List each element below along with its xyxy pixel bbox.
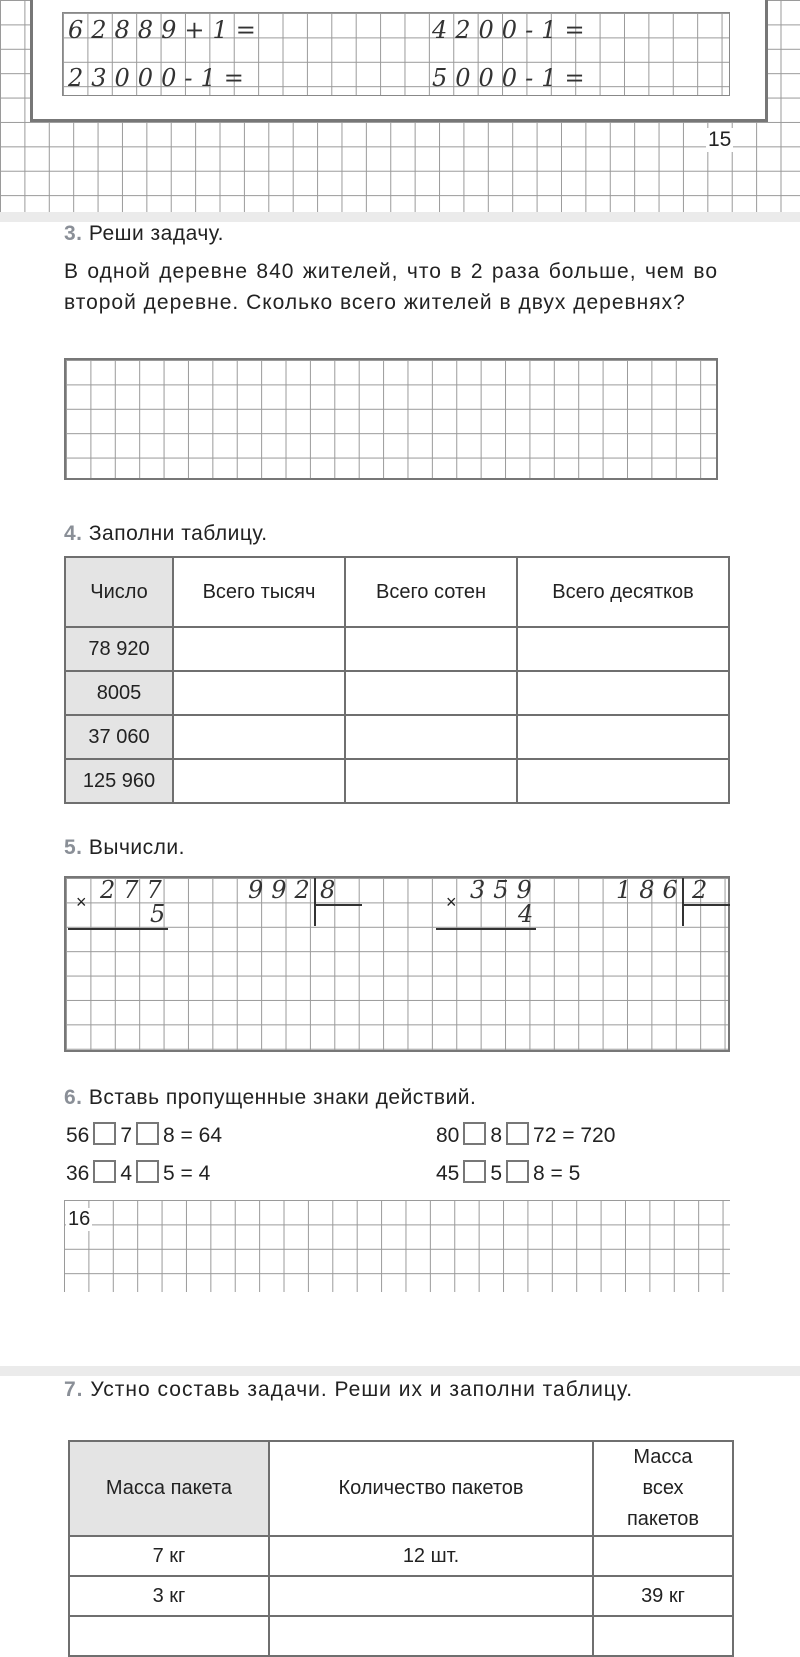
mult2-top: 359 — [470, 876, 540, 904]
div1-dividend: 992 — [248, 876, 318, 904]
answer-cell[interactable] — [345, 715, 517, 759]
operator-box[interactable] — [93, 1122, 116, 1145]
answer-cell[interactable] — [269, 1616, 593, 1656]
answer-cell[interactable] — [517, 759, 729, 803]
task4-header-number: Число — [65, 557, 173, 627]
div1-bracket-line — [314, 904, 362, 906]
expr-operand: 8 — [490, 1124, 503, 1147]
task7-cell: 12 шт. — [269, 1536, 593, 1576]
task4-table — [64, 556, 730, 804]
expr-result: 72 = 720 — [533, 1124, 616, 1147]
expr-operand: 45 — [436, 1162, 460, 1185]
answer-cell[interactable] — [269, 1576, 593, 1616]
expr-operand: 56 — [66, 1124, 90, 1147]
task3-text: В одной деревне 840 жителей, что в 2 раза больше, чем во второй деревне. Сколько всего жителей в двух деревнях? — [64, 260, 718, 314]
task7-cell: 3 кг — [69, 1576, 269, 1616]
task6-bottom-grid — [64, 1200, 730, 1292]
table-row — [65, 759, 729, 803]
table-row — [69, 1536, 733, 1576]
operator-box[interactable] — [136, 1160, 159, 1183]
operator-box[interactable] — [463, 1160, 486, 1183]
table-row — [65, 715, 729, 759]
answer-cell[interactable] — [345, 671, 517, 715]
answer-cell[interactable] — [517, 671, 729, 715]
task6-title: Вставь пропущенные знаки действий. — [88, 1086, 477, 1109]
task7-header-total: Масса всех пакетов — [593, 1441, 733, 1536]
mult-sign-1: × — [76, 892, 87, 912]
task7-header-count: Количество пакетов — [269, 1441, 593, 1536]
task6-expression-3 — [66, 1160, 210, 1186]
task7-cell: 7 кг — [69, 1536, 269, 1576]
task7-cell — [69, 1616, 269, 1656]
task3-title: Реши задачу. — [88, 222, 224, 245]
answer-cell[interactable] — [517, 627, 729, 671]
div2-divisor: 2 — [692, 876, 708, 904]
operator-box[interactable] — [93, 1160, 116, 1183]
expression-row1-left: 62889+1= — [68, 16, 264, 44]
expr-operand: 7 — [120, 1124, 133, 1147]
task5-title: Вычисли. — [88, 836, 185, 859]
expr-operand: 4 — [120, 1162, 133, 1185]
task4-header-tens: Всего десятков — [517, 557, 729, 627]
task7-title: Устно составь задачи. Реши их и заполни таблицу. — [90, 1378, 634, 1401]
page-number-15: 15 — [708, 128, 732, 151]
task7-heading — [64, 1374, 730, 1405]
table-row — [65, 671, 729, 715]
expression-row2-left: 23000-1= — [68, 64, 252, 92]
mult-sign-2: × — [446, 892, 457, 912]
task7-table — [68, 1440, 734, 1657]
div2-dividend: 186 — [616, 876, 686, 904]
answer-cell[interactable] — [517, 715, 729, 759]
task6-expression-2 — [436, 1122, 615, 1148]
mult1-top: 277 — [100, 876, 170, 904]
answer-cell[interactable] — [173, 627, 345, 671]
answer-cell[interactable] — [173, 759, 345, 803]
operator-box[interactable] — [506, 1122, 529, 1145]
answer-cell[interactable] — [593, 1536, 733, 1576]
mult2-bottom: 4 — [518, 900, 534, 928]
task4-number-cell: 8005 — [65, 671, 173, 715]
answer-cell[interactable] — [173, 671, 345, 715]
answer-cell[interactable] — [593, 1616, 733, 1656]
task7-header-mass: Масса пакета — [69, 1441, 269, 1536]
mult1-line — [68, 928, 168, 930]
expr-result: 8 = 5 — [533, 1162, 581, 1185]
expression-row2-right: 5000-1= — [432, 64, 593, 92]
task6-expression-1 — [66, 1122, 222, 1148]
table-row — [69, 1576, 733, 1616]
expression-row1-right: 4200-1= — [432, 16, 593, 44]
div1-divisor: 8 — [320, 876, 336, 904]
task4-header-thousands: Всего тысяч — [173, 557, 345, 627]
table-row — [69, 1616, 733, 1656]
task4-title: Заполни таблицу. — [88, 522, 268, 545]
table-row — [65, 627, 729, 671]
task4-number-cell: 37 060 — [65, 715, 173, 759]
operator-box[interactable] — [463, 1122, 486, 1145]
task6-expression-4 — [436, 1160, 580, 1186]
expr-result: 5 = 4 — [163, 1162, 211, 1185]
task5-heading — [64, 836, 185, 860]
operator-box[interactable] — [136, 1122, 159, 1145]
mult1-bottom: 5 — [150, 900, 166, 928]
task7-number: 7. — [64, 1378, 84, 1401]
task7-header-row — [69, 1441, 733, 1536]
task4-number-cell: 125 960 — [65, 759, 173, 803]
answer-cell[interactable] — [345, 627, 517, 671]
task6-heading — [64, 1086, 476, 1110]
task5-number: 5. — [64, 836, 83, 859]
div2-bracket-line — [682, 904, 730, 906]
task4-header-row — [65, 557, 729, 627]
task3-answer-grid — [64, 358, 718, 480]
task7-cell: 39 кг — [593, 1576, 733, 1616]
task3-number: 3. — [64, 222, 83, 245]
expr-operand: 80 — [436, 1124, 460, 1147]
expr-operand: 36 — [66, 1162, 90, 1185]
operator-box[interactable] — [506, 1160, 529, 1183]
task6-number: 6. — [64, 1086, 83, 1109]
task4-number: 4. — [64, 522, 83, 545]
page-gap-1 — [0, 212, 800, 222]
task4-number-cell: 78 920 — [65, 627, 173, 671]
answer-cell[interactable] — [173, 715, 345, 759]
answer-cell[interactable] — [345, 759, 517, 803]
task4-header-hundreds: Всего сотен — [345, 557, 517, 627]
expr-operand: 5 — [490, 1162, 503, 1185]
page-number-16: 16 — [68, 1208, 91, 1230]
task4-heading — [64, 522, 268, 546]
mult2-line — [436, 928, 536, 930]
expr-result: 8 = 64 — [163, 1124, 223, 1147]
task3-heading — [64, 222, 224, 246]
